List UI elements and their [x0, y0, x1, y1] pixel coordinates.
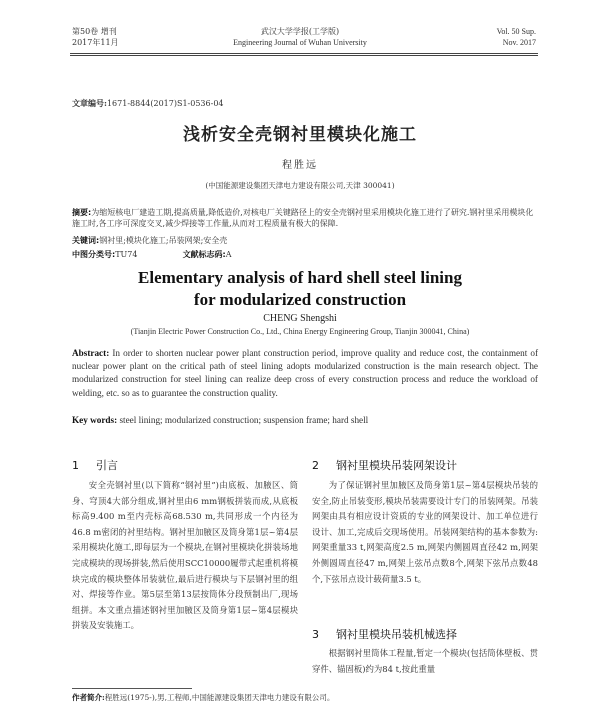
header-right [497, 26, 536, 48]
title-en-line-2: for modularized construction [193, 290, 407, 309]
article-number-label: 文章编号: [72, 98, 107, 108]
journal-name-cn: 武汉大学学报(工学版) [260, 27, 340, 36]
header-rule-top [70, 53, 538, 54]
author-footnote [72, 692, 334, 703]
keywords-en-text: steel lining; modularized construction; suspension frame; hard shell [119, 415, 369, 425]
keywords-en [72, 415, 538, 425]
abstract-en-label: Abstract: [72, 348, 110, 358]
abstract-cn-text: 为缩短核电厂建造工期,提高质量,降低造价,对核电厂关键路径上的安全壳钢衬里采用模块化施工进行了研究.钢衬里采用模块化施工时,各工序可深度交叉,减少焊接等工作量,从而对工程质量有极大的保障. [72, 208, 534, 228]
section-3-title: 钢衬里模块吊装机械选择 [336, 628, 457, 641]
volume-en: Vol. 50 Sup. [496, 27, 536, 36]
section-2-heading [312, 457, 457, 473]
article-number-value: 1671-8844(2017)S1-0536-04 [106, 99, 224, 108]
section-3-paragraph: 根据钢衬里筒体工程量,暂定一个模块(包括筒体壁板、贯穿件、锚固板)约为84 t,按此重量 [312, 648, 538, 674]
section-2-title: 钢衬里模块吊装网架设计 [336, 459, 457, 472]
section-2-paragraph: 为了保证钢衬里加腋区及筒身第1层~第4层模块吊装的安全,防止吊装变形,模块吊装需要设计专门的吊装网架。吊装网架由具有相应设计资质的专业的网架设计、加工单位进行设计、加工,完成后交现场使用。吊装网架结构的基本参数为:网架重量33 t,网架高度2.5 m,网架内侧圆周直径42 m,网架外侧圆周直径47 m,网架上弦吊点数8个,网架下弦吊点数48个,下弦吊点设计载荷量3.5 t。 [312, 480, 538, 584]
issue-date: 2017年11月 [72, 38, 119, 47]
section-2-number: 2 [312, 459, 319, 472]
classification [72, 249, 538, 260]
section-1-paragraph: 安全壳钢衬里(以下简称“钢衬里”)由底板、加腋区、筒身、穹顶4大部分组成,钢衬里由6 mm钢板拼装而成,从底板标高9.400 m至内壳标高68.530 m,共同形成一个内径为46.8 m密闭的衬里结构。钢衬里加腋区及筒身第1层~第4层采用模块化施工,即每层为一个模块,在钢衬里模块化拼装场地完成模块的现场拼装,然后使用SCC10000履带式起重机将模块完成的模块整体吊装就位,最后进行模块与下层钢衬里的组对、焊接等作业。第5层至第13层按筒体分段预制出厂,现场组拼。本文重点描述钢衬里加腋区及筒身第1层~第4层模块拼装及安装施工。 [72, 480, 298, 631]
volume-issue: 第50卷 增刊 [72, 27, 117, 36]
doc-code-label: 文献标志码: [182, 250, 226, 259]
abstract-en [72, 347, 538, 400]
footnote-text: 程胜远(1975-),男,工程师,中国能源建设集团天津电力建设有限公司。 [104, 693, 335, 702]
abstract-cn-label: 摘要: [72, 208, 92, 217]
keywords-cn [72, 235, 538, 246]
author-en: CHENG Shengshi [263, 313, 337, 324]
section-3-body [312, 646, 538, 677]
keywords-cn-label: 关键词: [72, 236, 100, 245]
title-cn: 浅析安全壳钢衬里模块化施工 [183, 125, 417, 145]
author-cn: 程胜远 [282, 160, 318, 171]
section-1-body [72, 478, 298, 634]
footnote-label: 作者简介: [72, 693, 105, 702]
doc-code-value: A [225, 250, 232, 259]
keywords-en-label: Key words: [72, 415, 118, 425]
footnote-rule [72, 688, 192, 689]
clc-label: 中图分类号: [72, 250, 116, 259]
abstract-en-text: In order to shorten nuclear power plant construction period, improve quality and reduce cost, the containment of nuclear power plant on the critical path of steel lining adopts modularized construction is the main research object. The modularized construction for steel lining can realize deep cross of every construction process and reduce the workload of welding, etc. so as to guarantee the construction quality. [72, 348, 539, 398]
section-1-number: 1 [72, 459, 79, 472]
abstract-cn [72, 207, 538, 229]
section-1-title: 引言 [96, 459, 118, 472]
section-3-heading [312, 626, 457, 642]
section-2-body [312, 478, 538, 587]
journal-name-en: Engineering Journal of Wuhan University [233, 38, 367, 47]
keywords-cn-text: 钢衬里;模块化施工;吊装网架;安全壳 [99, 236, 228, 245]
header-rule-bottom [70, 55, 538, 56]
date-en: Nov. 2017 [502, 38, 536, 47]
section-3-number: 3 [312, 628, 319, 641]
clc-value: TU74 [115, 250, 138, 259]
article-number [72, 98, 224, 109]
title-en-line-1: Elementary analysis of hard shell steel lining [138, 268, 462, 287]
affiliation-en: (Tianjin Electric Power Construction Co., Ltd., China Energy Engineering Group, Tianjin 300041, China) [130, 327, 470, 336]
section-1-heading [72, 457, 118, 473]
affiliation-cn: (中国能源建设集团天津电力建设有限公司,天津 300041) [205, 181, 395, 190]
